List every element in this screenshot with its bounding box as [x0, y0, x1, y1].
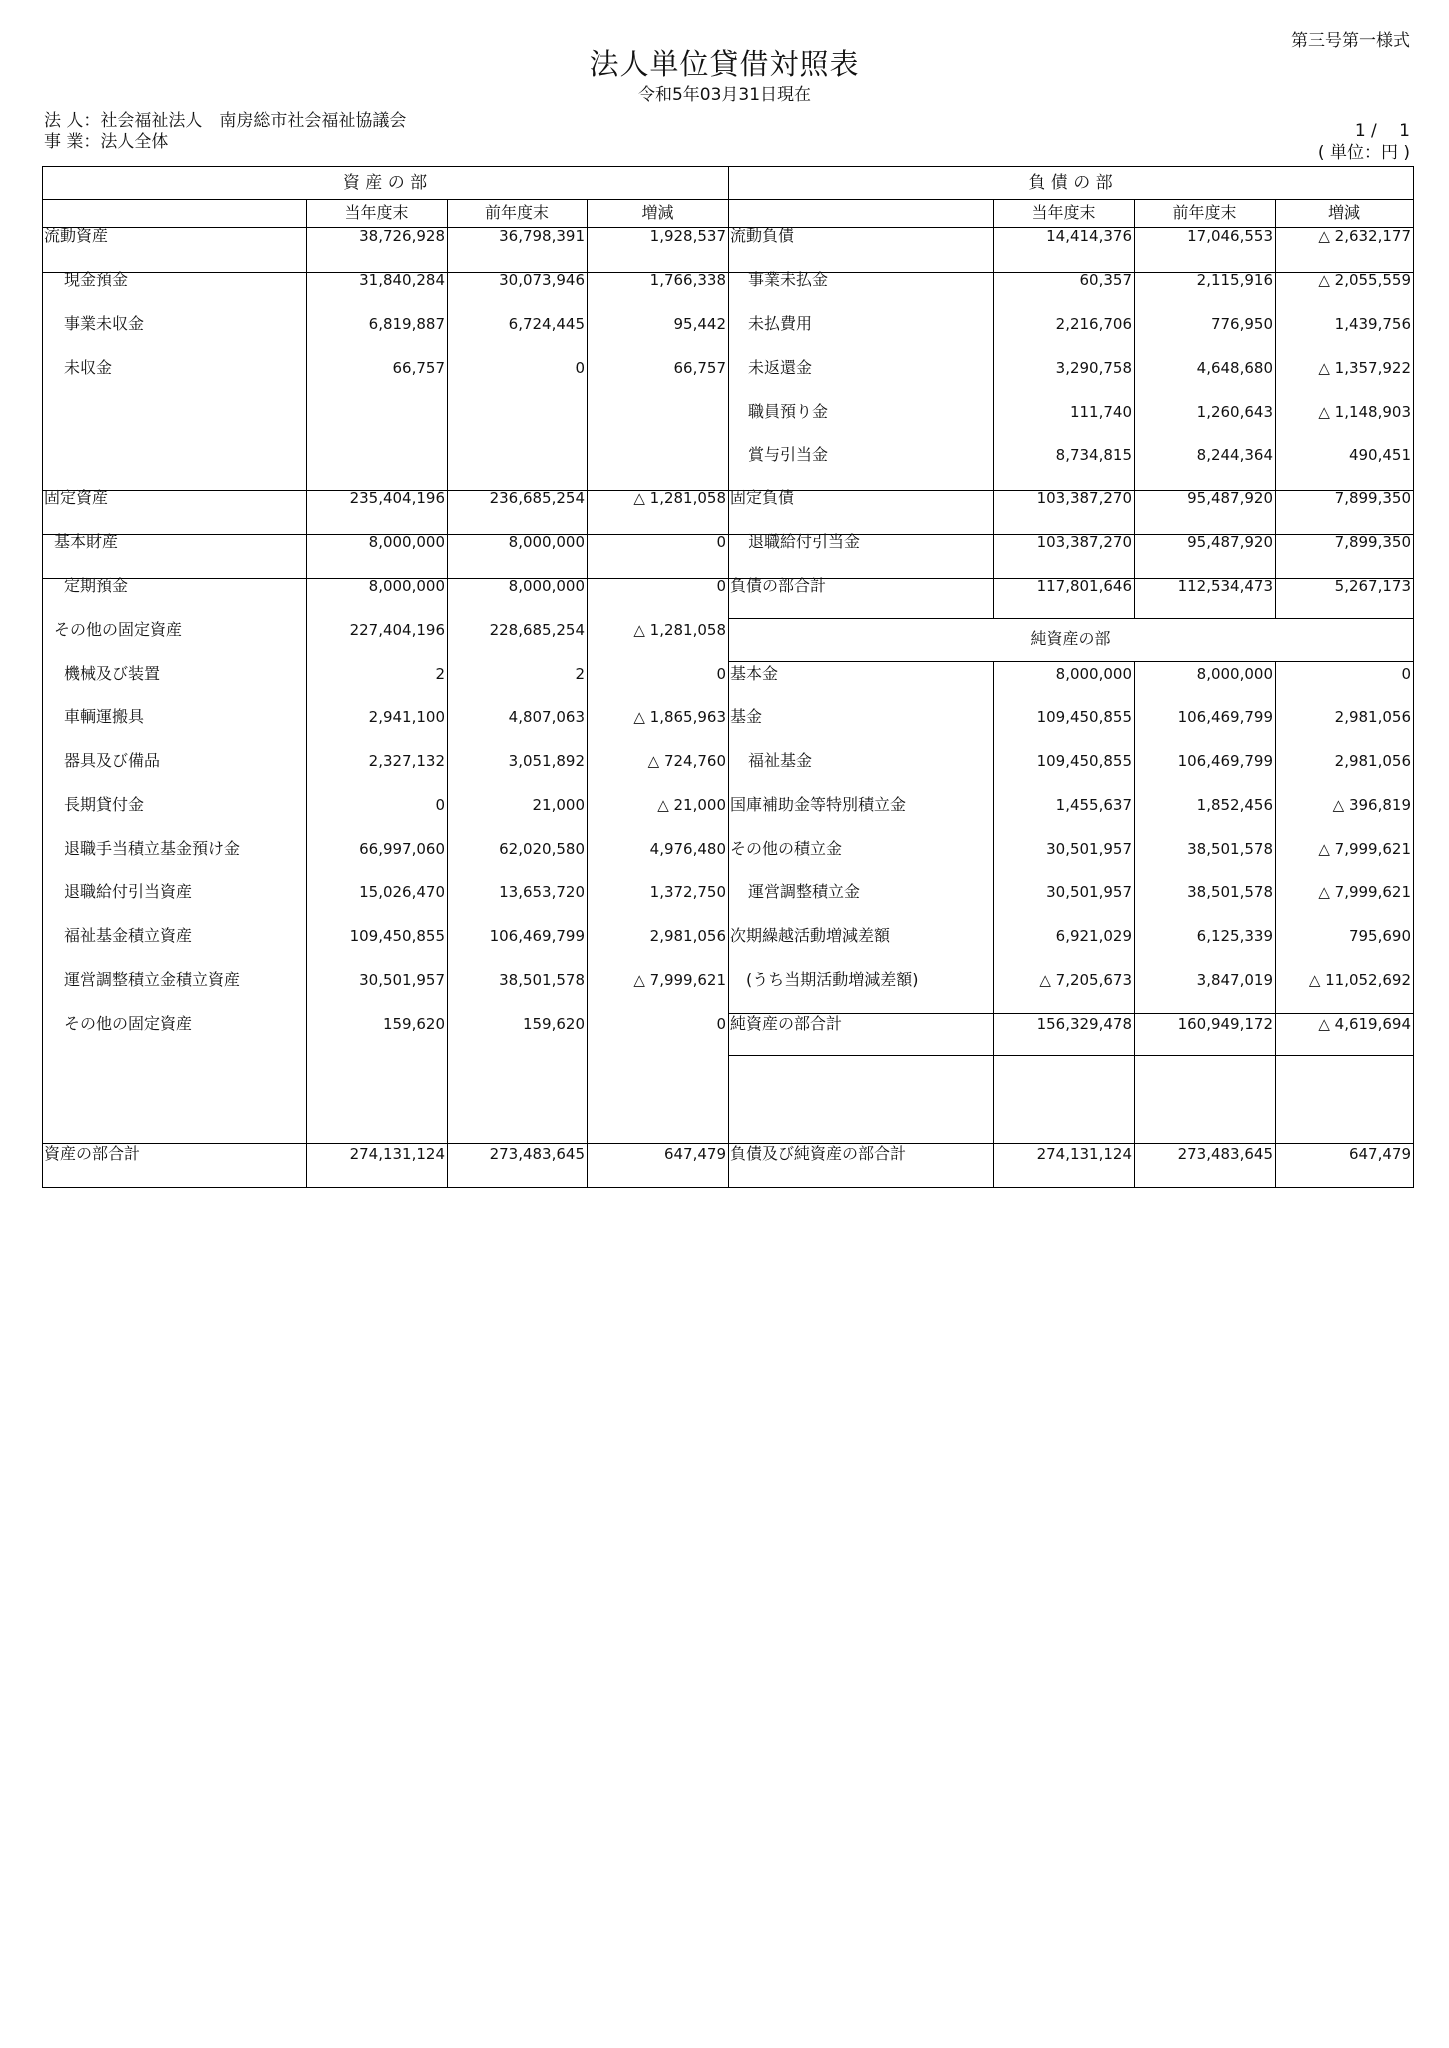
asset-row-label: 運営調整積立金積立資産 — [64, 970, 241, 989]
asset-row-label: 機械及び装置 — [64, 664, 161, 683]
asset-change-value: 4,976,480 — [649, 840, 726, 858]
corporation-name: 法 人：社会福祉法人 南房総市社会福祉協議会 — [44, 111, 407, 131]
liability-previous-value: 8,000,000 — [1196, 665, 1273, 683]
asset-row-label: 退職手当積立基金預け金 — [64, 839, 241, 858]
liability-previous-value: 6,125,339 — [1196, 927, 1273, 945]
liability-row-label: その他の積立金 — [730, 839, 843, 858]
liability-previous-value: 273,483,645 — [1177, 1145, 1273, 1163]
table-border-bottom — [42, 1187, 1414, 1188]
liability-previous-value: 3,847,019 — [1196, 971, 1273, 989]
liability-change-value: 0 — [1401, 665, 1411, 683]
table-border-left — [42, 166, 43, 1187]
asset-previous-value: 8,000,000 — [508, 577, 585, 595]
assets-section-title: 資 産 の 部 — [342, 173, 428, 193]
asset-current-value: 274,131,124 — [349, 1145, 445, 1163]
liability-previous-value: 8,244,364 — [1196, 446, 1273, 464]
liability-previous-value: 17,046,553 — [1187, 227, 1273, 245]
liability-row-label: 純資産の部合計 — [730, 1014, 843, 1033]
liability-change-value: △ 7,999,621 — [1318, 883, 1411, 901]
asset-row-label: 車輌運搬具 — [64, 707, 145, 726]
asset-previous-value: 36,798,391 — [499, 227, 585, 245]
asset-previous-value: 2 — [575, 665, 585, 683]
asset-row-label: 未収金 — [64, 358, 113, 377]
page-title: 法人単位貸借対照表 — [589, 47, 860, 81]
asset-previous-value: 8,000,000 — [508, 533, 585, 551]
asset-row-label: その他の固定資産 — [54, 620, 183, 639]
liability-row-label: 基本金 — [730, 664, 779, 683]
asset-change-value: 1,766,338 — [649, 271, 726, 289]
liability-current-value: 156,329,478 — [1036, 1015, 1132, 1033]
column-header: 前年度末 — [484, 203, 549, 222]
liability-previous-value: 106,469,799 — [1177, 708, 1273, 726]
liability-row-label: 事業未払金 — [748, 270, 829, 289]
unit-label: ( 単位：円 ) — [1317, 143, 1410, 163]
liability-current-value: 14,414,376 — [1046, 227, 1132, 245]
liability-current-value: 274,131,124 — [1036, 1145, 1132, 1163]
asset-current-value: 159,620 — [382, 1015, 445, 1033]
liability-current-value: 8,734,815 — [1055, 446, 1132, 464]
liability-row-label: 流動負債 — [730, 226, 795, 245]
liability-row-label: 次期繰越活動増減差額 — [730, 926, 891, 945]
liability-row-label: 賞与引当金 — [748, 445, 829, 464]
asset-row-label: その他の固定資産 — [64, 1014, 193, 1033]
left-column-line — [306, 199, 307, 1187]
column-header: 当年度末 — [1031, 203, 1096, 222]
asset-change-value: 1,372,750 — [649, 883, 726, 901]
table-center-divider — [728, 166, 729, 1187]
asset-previous-value: 21,000 — [532, 796, 585, 814]
asset-previous-value: 38,501,578 — [499, 971, 585, 989]
liability-change-value: △ 1,357,922 — [1318, 359, 1411, 377]
asset-row-label: 福祉基金積立資産 — [64, 926, 193, 945]
column-header: 増減 — [1327, 203, 1360, 222]
asset-change-value: 0 — [716, 1015, 726, 1033]
form-id: 第三号第一様式 — [1291, 31, 1410, 51]
liability-row-label: (うち当期活動増減差額) — [746, 970, 919, 989]
asset-row-label: 器具及び備品 — [64, 751, 161, 770]
asset-change-value: △ 724,760 — [647, 752, 726, 770]
liability-change-value: 647,479 — [1348, 1145, 1411, 1163]
row-divider — [42, 1143, 728, 1144]
asset-current-value: 66,757 — [392, 359, 445, 377]
asset-previous-value: 13,653,720 — [499, 883, 585, 901]
liability-row-label: 基金 — [730, 707, 763, 726]
liability-current-value: 109,450,855 — [1036, 752, 1132, 770]
liability-previous-value: 95,487,920 — [1187, 489, 1273, 507]
asset-previous-value: 0 — [575, 359, 585, 377]
asset-row-label: 定期預金 — [64, 576, 129, 595]
left-column-line — [587, 199, 588, 1187]
liability-previous-value: 4,648,680 — [1196, 359, 1273, 377]
liability-current-value: 30,501,957 — [1046, 883, 1132, 901]
asset-change-value: △ 7,999,621 — [633, 971, 726, 989]
liabilities-section-title: 負 債 の 部 — [1028, 173, 1113, 193]
liability-change-value: 2,981,056 — [1334, 752, 1411, 770]
asset-change-value: 0 — [716, 665, 726, 683]
asset-change-value: 0 — [716, 577, 726, 595]
asset-previous-value: 4,807,063 — [508, 708, 585, 726]
liability-row-label: 未払費用 — [748, 314, 813, 333]
asset-previous-value: 30,073,946 — [499, 271, 585, 289]
asset-current-value: 2,941,100 — [368, 708, 445, 726]
asset-row-label: 現金預金 — [64, 270, 129, 289]
column-header: 当年度末 — [344, 203, 409, 222]
asset-current-value: 38,726,928 — [359, 227, 445, 245]
asset-current-value: 8,000,000 — [368, 577, 445, 595]
liability-previous-value: 38,501,578 — [1187, 840, 1273, 858]
liability-row-label: 負債の部合計 — [730, 576, 827, 595]
liability-previous-value: 776,950 — [1210, 315, 1273, 333]
asset-current-value: 2 — [435, 665, 445, 683]
liability-current-value: 1,455,637 — [1055, 796, 1132, 814]
liability-current-value: 103,387,270 — [1036, 489, 1132, 507]
asset-change-value: 95,442 — [673, 315, 726, 333]
liability-change-value: △ 7,999,621 — [1318, 840, 1411, 858]
asset-current-value: 8,000,000 — [368, 533, 445, 551]
asset-change-value: △ 1,865,963 — [633, 708, 726, 726]
asset-row-label: 長期貸付金 — [64, 795, 145, 814]
asset-current-value: 31,840,284 — [359, 271, 445, 289]
asset-current-value: 30,501,957 — [359, 971, 445, 989]
asset-current-value: 0 — [435, 796, 445, 814]
liability-change-value: 2,981,056 — [1334, 708, 1411, 726]
table-border-right — [1413, 166, 1414, 1187]
liability-previous-value: 1,852,456 — [1196, 796, 1273, 814]
liability-row-label: 退職給付引当金 — [748, 532, 861, 551]
asset-change-value: △ 1,281,058 — [633, 489, 726, 507]
page-number: 1 / 1 — [1354, 121, 1410, 141]
asset-row-label: 事業未収金 — [64, 314, 145, 333]
as-of-date: 令和5年03月31日現在 — [637, 85, 812, 105]
liability-change-value: △ 396,819 — [1332, 796, 1411, 814]
net-assets-section-title: 純資産の部 — [1030, 629, 1111, 648]
liability-row-label: 運営調整積立金 — [748, 882, 861, 901]
asset-previous-value: 62,020,580 — [499, 840, 585, 858]
asset-row-label: 基本財産 — [54, 532, 119, 551]
liability-change-value: 5,267,173 — [1334, 577, 1411, 595]
liability-previous-value: 95,487,920 — [1187, 533, 1273, 551]
section-divider — [42, 199, 1414, 200]
right-column-line — [1134, 661, 1135, 1187]
row-divider — [728, 661, 1414, 662]
liability-current-value: 8,000,000 — [1055, 665, 1132, 683]
asset-row-label: 流動資産 — [44, 226, 109, 245]
asset-row-label: 退職給付引当資産 — [64, 882, 193, 901]
row-divider — [728, 1055, 1414, 1056]
liability-current-value: 109,450,855 — [1036, 708, 1132, 726]
asset-current-value: 2,327,132 — [368, 752, 445, 770]
liability-change-value: △ 11,052,692 — [1308, 971, 1411, 989]
liability-change-value: △ 1,148,903 — [1318, 403, 1411, 421]
liability-change-value: △ 2,632,177 — [1318, 227, 1411, 245]
liability-current-value: 6,921,029 — [1055, 927, 1132, 945]
liability-current-value: 111,740 — [1069, 403, 1132, 421]
liability-current-value: 117,801,646 — [1036, 577, 1132, 595]
liability-current-value: 60,357 — [1079, 271, 1132, 289]
right-column-line — [1275, 661, 1276, 1187]
asset-change-value: 66,757 — [673, 359, 726, 377]
asset-previous-value: 6,724,445 — [508, 315, 585, 333]
asset-current-value: 227,404,196 — [349, 621, 445, 639]
liability-previous-value: 2,115,916 — [1196, 271, 1273, 289]
liability-current-value: 30,501,957 — [1046, 840, 1132, 858]
asset-current-value: 6,819,887 — [368, 315, 445, 333]
asset-current-value: 109,450,855 — [349, 927, 445, 945]
asset-change-value: △ 21,000 — [657, 796, 726, 814]
liability-previous-value: 160,949,172 — [1177, 1015, 1273, 1033]
asset-previous-value: 228,685,254 — [489, 621, 585, 639]
left-column-line — [447, 199, 448, 1187]
row-divider — [728, 618, 1414, 619]
column-header: 前年度末 — [1172, 203, 1237, 222]
asset-current-value: 66,997,060 — [359, 840, 445, 858]
column-header: 増減 — [641, 203, 674, 222]
asset-change-value: △ 1,281,058 — [633, 621, 726, 639]
asset-change-value: 647,479 — [663, 1145, 726, 1163]
liability-change-value: △ 4,619,694 — [1318, 1015, 1411, 1033]
liability-previous-value: 112,534,473 — [1177, 577, 1273, 595]
liability-change-value: 7,899,350 — [1334, 489, 1411, 507]
asset-current-value: 15,026,470 — [359, 883, 445, 901]
liability-row-label: 職員預り金 — [748, 402, 829, 421]
asset-change-value: 0 — [716, 533, 726, 551]
liability-current-value: 2,216,706 — [1055, 315, 1132, 333]
liability-change-value: △ 2,055,559 — [1318, 271, 1411, 289]
liability-row-label: 固定負債 — [730, 488, 795, 507]
asset-current-value: 235,404,196 — [349, 489, 445, 507]
asset-row-label: 資産の部合計 — [44, 1144, 141, 1163]
asset-change-value: 1,928,537 — [649, 227, 726, 245]
liability-current-value: △ 7,205,673 — [1039, 971, 1132, 989]
asset-previous-value: 273,483,645 — [489, 1145, 585, 1163]
asset-change-value: 2,981,056 — [649, 927, 726, 945]
asset-row-label: 固定資産 — [44, 488, 109, 507]
liability-change-value: 1,439,756 — [1334, 315, 1411, 333]
asset-previous-value: 159,620 — [522, 1015, 585, 1033]
asset-previous-value: 3,051,892 — [508, 752, 585, 770]
asset-previous-value: 106,469,799 — [489, 927, 585, 945]
business-name: 事 業：法人全体 — [44, 132, 169, 152]
liability-previous-value: 1,260,643 — [1196, 403, 1273, 421]
liability-previous-value: 38,501,578 — [1187, 883, 1273, 901]
liability-row-label: 負債及び純資産の部合計 — [730, 1144, 907, 1163]
liability-current-value: 103,387,270 — [1036, 533, 1132, 551]
liability-change-value: 7,899,350 — [1334, 533, 1411, 551]
liability-change-value: 490,451 — [1348, 446, 1411, 464]
liability-row-label: 国庫補助金等特別積立金 — [730, 795, 907, 814]
liability-change-value: 795,690 — [1348, 927, 1411, 945]
liability-row-label: 未返還金 — [748, 358, 813, 377]
liability-current-value: 3,290,758 — [1055, 359, 1132, 377]
right-column-line — [993, 661, 994, 1187]
liability-previous-value: 106,469,799 — [1177, 752, 1273, 770]
liability-row-label: 福祉基金 — [748, 751, 813, 770]
asset-previous-value: 236,685,254 — [489, 489, 585, 507]
